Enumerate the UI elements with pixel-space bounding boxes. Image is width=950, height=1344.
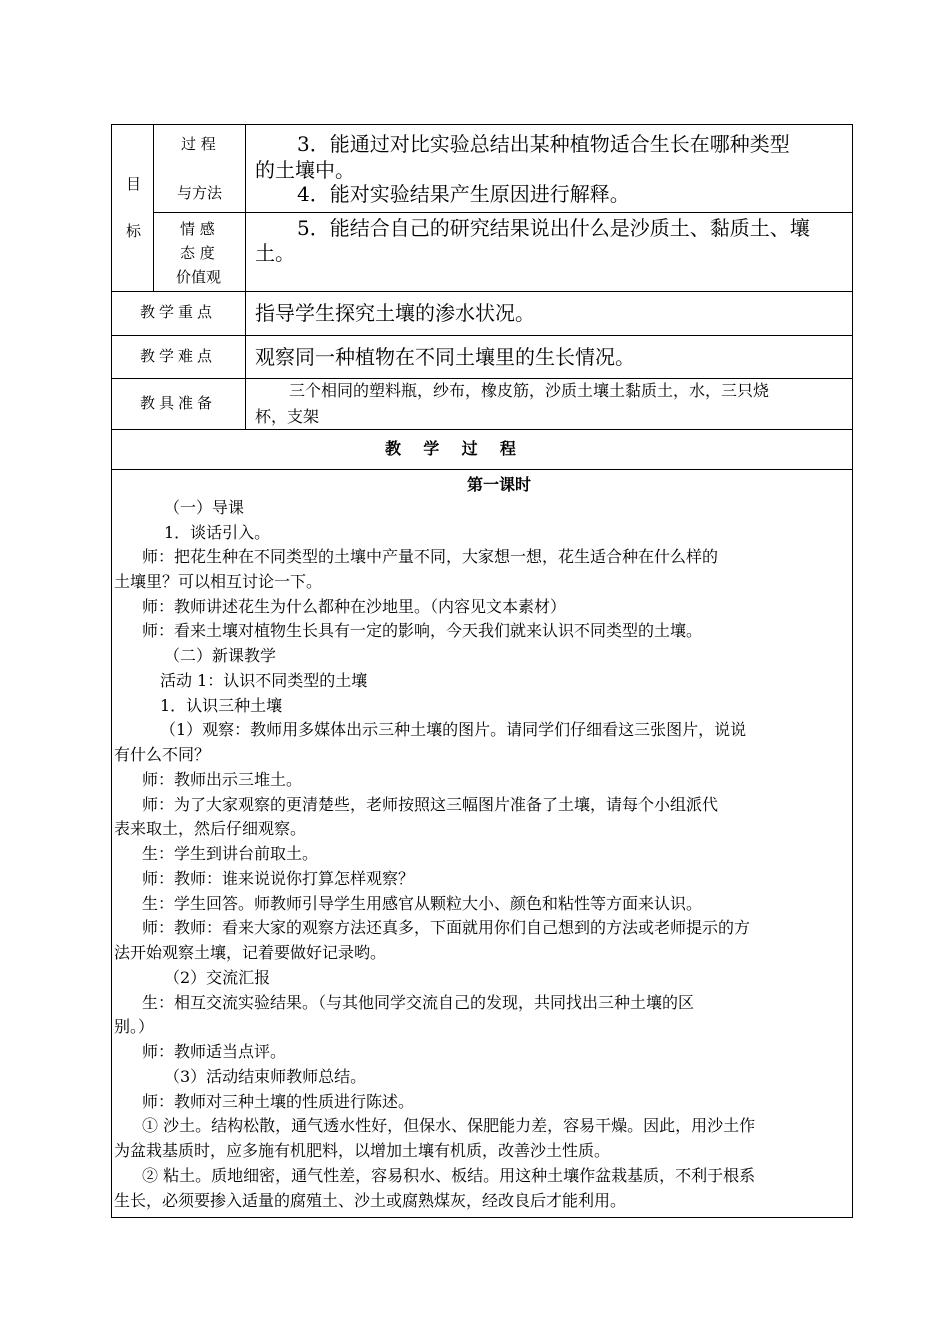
- body-line: 师：把花生种在不同类型的土壤中产量不同，大家想一想，花生适合种在什么样的: [142, 547, 719, 566]
- lesson-title: 第一课时: [467, 475, 532, 494]
- body-line: 师：教师出示三堆土。: [142, 770, 303, 789]
- body-line: 生：学生回答。师教师引导学生用感官从颗粒大小、颜色和粘性等方面来认识。: [142, 894, 703, 913]
- body-line: 生长，必须要掺入适量的腐殖土、沙土或腐熟煤灰，经改良后才能利用。: [114, 1191, 627, 1210]
- difficulty-text: 观察同一种植物在不同土壤里的生长情况。: [255, 345, 635, 369]
- emotion-objective-line: 5．能结合自己的研究结果说出什么是沙质土、黏质土、壤: [297, 216, 810, 240]
- divider: [111, 469, 853, 470]
- divider: [153, 124, 154, 291]
- teaching-process-header: 教 学 过 程: [385, 439, 516, 458]
- materials-line: 杯，支架: [255, 407, 320, 426]
- body-line: 师：教师：看来大家的观察方法还真多，下面就用你们自己想到的方法或老师提示的方: [142, 918, 751, 937]
- process-method-label-1: 过 程: [181, 135, 216, 153]
- body-line: 1．认识三种土壤: [160, 696, 283, 715]
- key-point-text: 指导学生探究土壤的渗水状况。: [255, 301, 535, 325]
- materials-line: 三个相同的塑料瓶，纱布，橡皮筋，沙质土壤土黏质土，水，三只烧: [289, 381, 770, 400]
- body-line: 土壤里？可以相互讨论一下。: [114, 572, 323, 591]
- objectives-label-2: 标: [126, 222, 142, 240]
- emotion-label: 情 感: [180, 220, 215, 238]
- body-line: 师：为了大家观察的更清楚些，老师按照这三幅图片准备了土壤，请每个小组派代: [142, 795, 719, 814]
- process-method-label-2: 与方法: [177, 184, 223, 202]
- body-line: （1）观察：教师用多媒体出示三种土壤的图片。请同学们仔细看这三张图片，说说: [160, 720, 747, 739]
- body-line: ① 沙土。结构松散，通气透水性好，但保水、保肥能力差，容易干燥。因此，用沙土作: [142, 1116, 756, 1135]
- body-line: （3）活动结束师教师总结。: [164, 1067, 367, 1086]
- body-line: 生：学生到讲台前取土。: [142, 844, 319, 863]
- body-line: 师：看来土壤对植物生长具有一定的影响，今天我们就来认识不同类型的土壤。: [142, 621, 703, 640]
- process-objective-line: 4．能对实验结果产生原因进行解释。: [297, 182, 630, 206]
- body-line: 师：教师对三种土壤的性质进行陈述。: [142, 1092, 415, 1111]
- body-line: 生：相互交流实验结果。（与其他同学交流自己的发现，共同找出三种土壤的区: [142, 993, 695, 1012]
- body-line: 活动 1：认识不同类型的土壤: [160, 671, 368, 690]
- body-line: 师：教师讲述花生为什么都种在沙地里。（内容见文本素材）: [142, 597, 567, 616]
- body-line: 为盆栽基质时，应多施有机肥料，以增加土壤有机质，改善沙土性质。: [114, 1141, 611, 1160]
- body-line: 师：教师：谁来说说你打算怎样观察？: [142, 869, 415, 888]
- divider: [245, 124, 246, 429]
- divider: [111, 378, 853, 379]
- divider: [111, 291, 853, 292]
- body-line: 表来取土，然后仔细观察。: [114, 819, 307, 838]
- body-line: 有什么不同？: [114, 745, 211, 764]
- difficulty-label: 教学难点: [140, 347, 217, 365]
- values-label: 价值观: [176, 268, 222, 286]
- divider: [153, 212, 853, 213]
- process-objective-line: 的土壤中。: [255, 158, 355, 182]
- key-point-label: 教学重点: [140, 303, 217, 321]
- body-line: 师：教师适当点评。: [142, 1042, 287, 1061]
- materials-label: 教具准备: [140, 394, 217, 412]
- body-line: 法开始观察土壤，记着要做好记录哟。: [114, 943, 387, 962]
- divider: [111, 335, 853, 336]
- attitude-label: 态 度: [180, 244, 215, 262]
- objectives-label-1: 目: [126, 175, 142, 193]
- divider: [111, 429, 853, 430]
- emotion-objective-line: 土。: [255, 241, 295, 265]
- body-line: （2）交流汇报: [164, 968, 271, 987]
- body-line: （二）新课教学: [164, 646, 277, 665]
- body-line: （一）导课: [164, 498, 245, 517]
- body-line: 别。）: [114, 1017, 155, 1036]
- body-line: ② 粘土。质地细密，通气性差，容易积水、板结。用这种土壤作盆栽基质，不利于根系: [142, 1166, 756, 1185]
- body-line: 1．谈话引入。: [164, 523, 271, 542]
- process-objective-line: 3．能通过对比实验总结出某种植物适合生长在哪种类型: [297, 132, 790, 156]
